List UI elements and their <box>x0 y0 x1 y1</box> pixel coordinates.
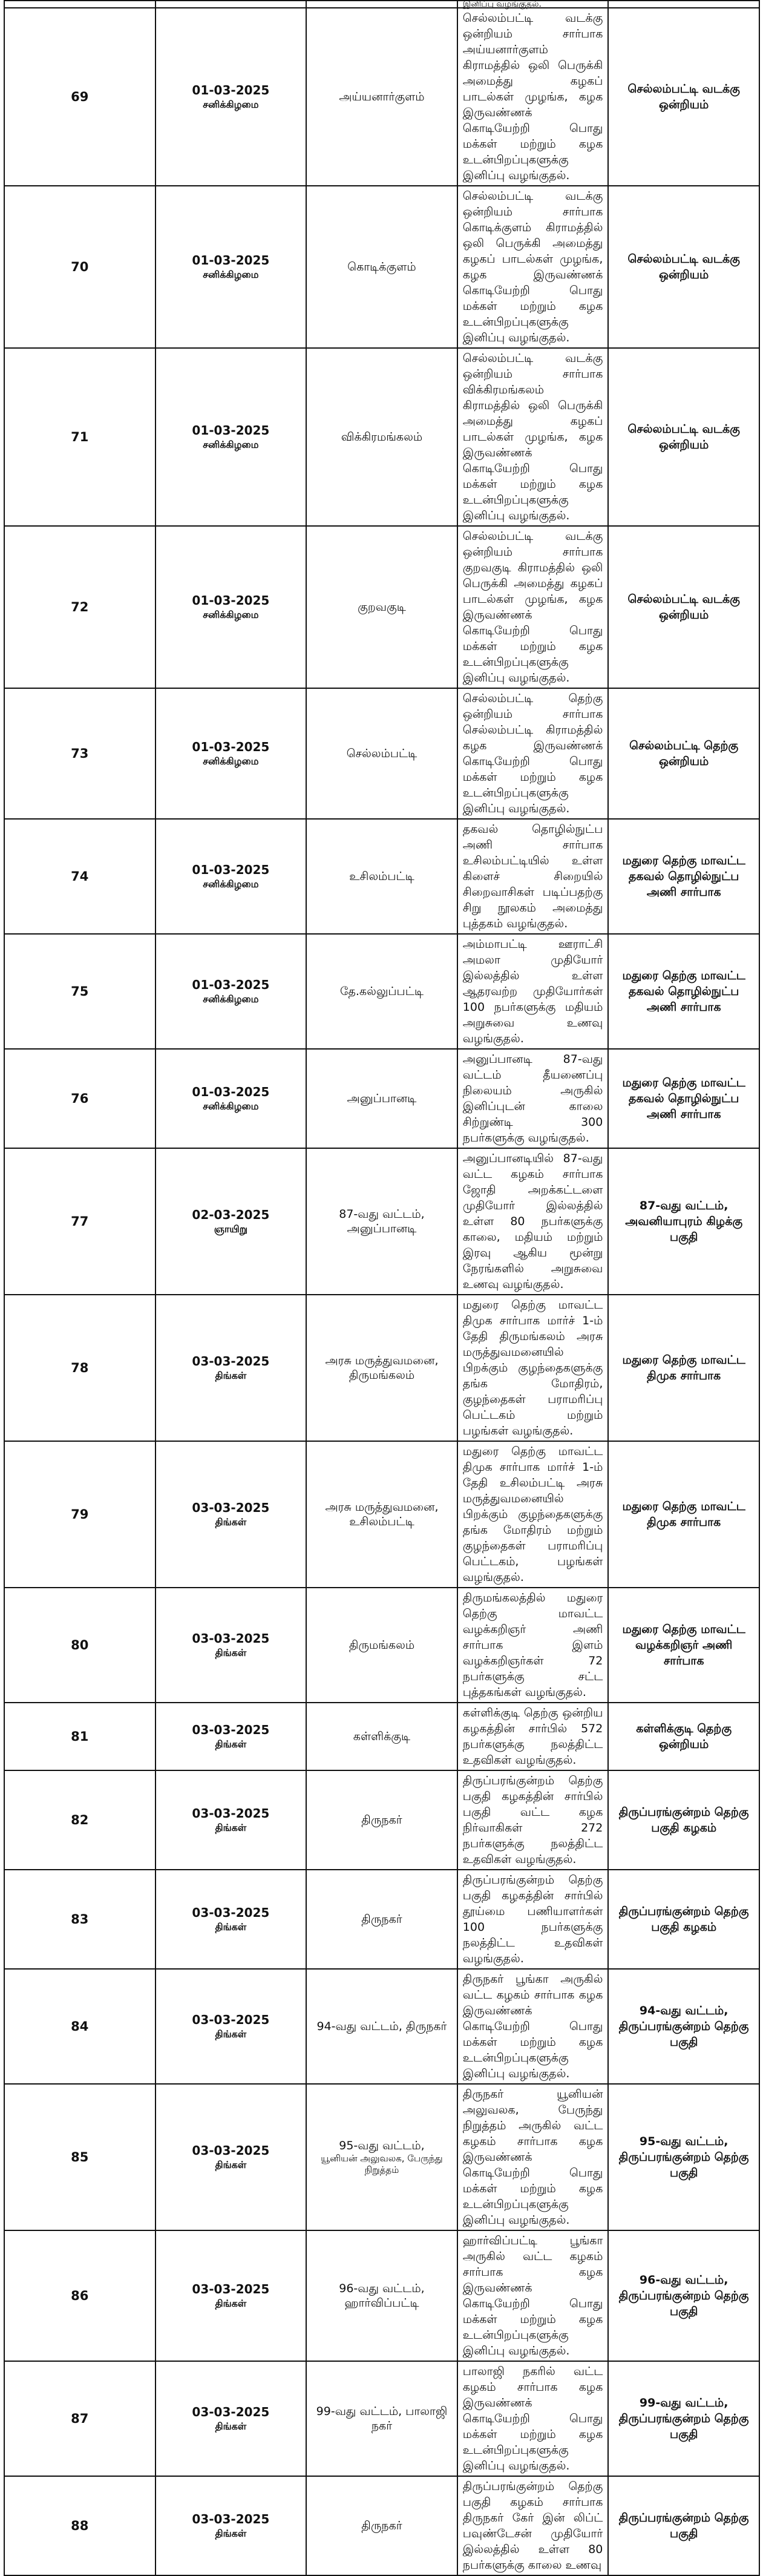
event-description: திருப்பரங்குன்றம் தெற்கு பகுதி கழகத்தின் சார்பில் பகுதி வட்ட கழக நிர்வாகிகள் 272 நபர்களுக்கு நலத்திட்ட உதவிகள் வழங்குதல். <box>457 1770 609 1870</box>
event-day: சனிக்கிழமை <box>203 609 259 620</box>
event-date: 01-03-2025 <box>192 740 270 754</box>
event-date: 03-03-2025 <box>192 2282 270 2296</box>
event-description: பாலாஜி நகரில் வட்ட கழகம் சார்பாக கழக இருவண்ணக் கொடியேற்றி பொது மக்கள் மற்றும் கழக உடன்பிறப்புகளுக்கு இனிப்பு வழங்குதல். <box>457 2361 609 2476</box>
event-day: சனிக்கிழமை <box>203 878 259 890</box>
organizer: மதுரை தெற்கு மாவட்ட தகவல் தொழில்நுட்ப அணி சார்பாக <box>608 819 759 934</box>
event-description: செல்லம்பட்டி வடக்கு ஒன்றியம் சார்பாக விக்கிரமங்கலம் கிராமத்தில் ஒலி பெருக்கி அமைத்து கழகப் பாடல்கள் முழங்க, கழக இருவண்ணக் கொடியேற்றி பொது மக்கள் மற்றும் கழக உடன்பிறப்புகளுக்கு இனிப்பு வழங்குதல். <box>457 348 609 526</box>
event-place: கள்ளிக்குடி <box>353 1730 411 1743</box>
event-place: குறவகுடி <box>358 600 406 614</box>
date-cell <box>155 2230 307 2361</box>
event-day: திங்கள் <box>215 2159 247 2170</box>
row-number: 70 <box>4 186 155 348</box>
row-number: 83 <box>4 1870 155 1969</box>
event-place: விக்கிரமங்கலம் <box>341 430 423 444</box>
organizer: செல்லம்பட்டி வடக்கு ஒன்றியம் <box>608 348 759 526</box>
table-row <box>4 1969 759 2084</box>
cell-date <box>155 1 307 8</box>
event-description: திருப்பரங்குன்றம் தெற்கு பகுதி கழகத்தின் சார்பில் தூய்மை பணியாளர்கள் 100 நபர்களுக்கு நலத்திட்ட உதவிகள் வழங்குதல். <box>457 1870 609 1969</box>
organizer: திருப்பரங்குன்றம் தெற்கு பகுதி <box>608 2476 759 2575</box>
table-row <box>4 1870 759 1969</box>
table-row <box>4 1148 759 1295</box>
event-description: அனுப்பானடியில் 87-வது வட்ட கழகம் சார்பாக ஜோதி அறக்கட்டளை முதியோர் இல்லத்தில் உள்ள 80 நபர்களுக்கு காலை, மதியம் மற்றும் இரவு ஆகிய மூன்று நேரங்களில் அறுசுவை உணவு வழங்குதல். <box>457 1148 609 1295</box>
place-cell <box>306 2084 457 2230</box>
event-day: திங்கள் <box>215 1647 247 1658</box>
event-description: செல்லம்பட்டி வடக்கு ஒன்றியம் சார்பாக அய்யனார்குளம் கிராமத்தில் ஒலி பெருக்கி அமைத்து கழகப் பாடல்கள் முழங்க, கழக இருவண்ணக் கொடியேற்றி பொது மக்கள் மற்றும் கழக உடன்பிறப்புகளுக்கு இனிப்பு வழங்குதல். <box>457 8 609 186</box>
row-number: 88 <box>4 2476 155 2575</box>
row-number: 73 <box>4 688 155 819</box>
event-place: அய்யனார்குளம் <box>339 90 425 104</box>
place-cell <box>306 1703 457 1770</box>
place-cell <box>306 1870 457 1969</box>
event-date: 03-03-2025 <box>192 2012 270 2027</box>
table-row <box>4 8 759 186</box>
table-row <box>4 1295 759 1441</box>
event-date: 03-03-2025 <box>192 2143 270 2158</box>
event-day: ஞாயிறு <box>214 1223 248 1235</box>
place-cell <box>306 186 457 348</box>
place-cell <box>306 2230 457 2361</box>
table-row <box>4 186 759 348</box>
event-description: மதுரை தெற்கு மாவட்ட திமுக சார்பாக மார்ச் 1-ம் தேதி திருமங்கலம் அரசு மருத்துவமனையில் பிறக்கும் குழந்தைகளுக்கு தங்க மோதிரம், குழந்தைகள் பராமரிப்பு பெட்டகம் மற்றும் பழங்கள் வழங்குதல். <box>457 1295 609 1441</box>
event-place: அரசு மருத்துவமனை, உசிலம்பட்டி <box>325 1500 439 1528</box>
place-cell <box>306 934 457 1049</box>
event-date: 03-03-2025 <box>192 1806 270 1821</box>
event-description: அனுப்பானடி 87-வது வட்டம் தீயணைப்பு நிலையம் அருகில் இனிப்புடன் காலை சிற்றுண்டி 300 நபர்களுக்கு வழங்குதல். <box>457 1049 609 1148</box>
event-description: திருநகர் யூனியன் அலுவலக, பேருந்து நிறுத்தம் அருகில் வட்ட கழகம் சார்பாக கழக இருவண்ணக் கொடியேற்றி பொது மக்கள் மற்றும் கழக உடன்பிறப்புகளுக்கு இனிப்பு வழங்குதல். <box>457 2084 609 2230</box>
row-number: 80 <box>4 1588 155 1703</box>
date-cell <box>155 819 307 934</box>
row-number: 81 <box>4 1703 155 1770</box>
event-description: கள்ளிக்குடி தெற்கு ஒன்றிய கழகத்தின் சார்பில் 572 நபர்களுக்கு நலத்திட்ட உதவிகள் வழங்குதல். <box>457 1703 609 1770</box>
event-place: அரசு மருத்துவமனை, திருமங்கலம் <box>325 1354 439 1382</box>
event-date: 03-03-2025 <box>192 1723 270 1737</box>
event-date: 03-03-2025 <box>192 1631 270 1646</box>
event-day: சனிக்கிழமை <box>203 1100 259 1112</box>
event-description: அம்மாபட்டி ஊராட்சி அமலா முதியோர் இல்லத்தில் உள்ள ஆதரவற்ற முதியோர்கள் 100 நபர்களுக்கு மதியம் அறுசுவை உணவு வழங்குதல். <box>457 934 609 1049</box>
event-place: தே.கல்லுப்பட்டி <box>340 985 424 998</box>
row-number: 79 <box>4 1441 155 1588</box>
date-cell <box>155 2084 307 2230</box>
place-cell <box>306 2476 457 2575</box>
row-number: 77 <box>4 1148 155 1295</box>
event-place: அனுப்பானடி <box>347 1092 417 1105</box>
place-cell <box>306 1148 457 1295</box>
table-row <box>4 526 759 688</box>
organizer: திருப்பரங்குன்றம் தெற்கு பகுதி கழகம் <box>608 1870 759 1969</box>
organizer: 96-வது வட்டம், திருப்பரங்குன்றம் தெற்கு பகுதி <box>608 2230 759 2361</box>
date-cell <box>155 8 307 186</box>
event-day: சனிக்கிழமை <box>203 993 259 1005</box>
date-cell <box>155 1049 307 1148</box>
table-row <box>4 1049 759 1148</box>
date-cell <box>155 348 307 526</box>
event-description: திருமங்கலத்தில் மதுரை தெற்கு மாவட்ட வழக்கறிஞர் அணி சார்பாக இளம் வழக்கறிஞர்கள் 72 நபர்களுக்கு சட்ட புத்தகங்கள் வழங்குதல். <box>457 1588 609 1703</box>
place-cell <box>306 348 457 526</box>
table-row <box>4 934 759 1049</box>
event-day: திங்கள் <box>215 1738 247 1750</box>
organizer: 95-வது வட்டம், திருப்பரங்குன்றம் தெற்கு பகுதி <box>608 2084 759 2230</box>
cell-org <box>608 1 759 8</box>
date-cell <box>155 688 307 819</box>
date-cell <box>155 1770 307 1870</box>
place-cell <box>306 1441 457 1588</box>
cell-num <box>4 1 155 8</box>
event-date: 03-03-2025 <box>192 2512 270 2526</box>
event-date: 01-03-2025 <box>192 978 270 992</box>
event-place: 87-வது வட்டம், அனுப்பானடி <box>339 1208 425 1235</box>
row-number: 82 <box>4 1770 155 1870</box>
organizer: செல்லம்பட்டி வடக்கு ஒன்றியம் <box>608 8 759 186</box>
date-cell <box>155 1148 307 1295</box>
date-cell <box>155 1870 307 1969</box>
date-cell <box>155 1295 307 1441</box>
event-place: 95-வது வட்டம், <box>339 2139 425 2152</box>
organizer: மதுரை தெற்கு மாவட்ட தகவல் தொழில்நுட்ப அணி சார்பாக <box>608 934 759 1049</box>
event-place: திருநகர் <box>361 2519 402 2532</box>
date-cell <box>155 934 307 1049</box>
row-number: 78 <box>4 1295 155 1441</box>
table-row <box>4 1588 759 1703</box>
row-number: 72 <box>4 526 155 688</box>
event-day: சனிக்கிழமை <box>203 755 259 767</box>
event-date: 03-03-2025 <box>192 1354 270 1368</box>
event-place: கொடிக்குளம் <box>347 260 416 274</box>
event-day: திங்கள் <box>215 1822 247 1833</box>
place-cell <box>306 819 457 934</box>
event-place: திருமங்கலம் <box>349 1638 415 1652</box>
table-row <box>4 1703 759 1770</box>
event-day: திங்கள் <box>215 1370 247 1381</box>
event-day: சனிக்கிழமை <box>203 269 259 280</box>
place-cell <box>306 1588 457 1703</box>
organizer: 99-வது வட்டம், திருப்பரங்குன்றம் தெற்கு பகுதி <box>608 2361 759 2476</box>
event-place: 99-வது வட்டம், பாலாஜி நகர் <box>316 2405 448 2433</box>
place-cell <box>306 688 457 819</box>
event-date: 01-03-2025 <box>192 83 270 97</box>
date-cell <box>155 186 307 348</box>
organizer: கள்ளிக்குடி தெற்கு ஒன்றியம் <box>608 1703 759 1770</box>
table-row <box>4 1770 759 1870</box>
event-date: 03-03-2025 <box>192 1500 270 1515</box>
organizer: மதுரை தெற்கு மாவட்ட தகவல் தொழில்நுட்ப அணி சார்பாக <box>608 1049 759 1148</box>
table-row <box>4 348 759 526</box>
row-number: 69 <box>4 8 155 186</box>
row-number: 74 <box>4 819 155 934</box>
place-cell <box>306 1295 457 1441</box>
date-cell <box>155 2361 307 2476</box>
row-number: 76 <box>4 1049 155 1148</box>
place-cell <box>306 1049 457 1148</box>
events-table <box>4 0 760 2576</box>
organizer: மதுரை தெற்கு மாவட்ட திமுக சார்பாக <box>608 1441 759 1588</box>
row-number: 84 <box>4 1969 155 2084</box>
event-description: மதுரை தெற்கு மாவட்ட திமுக சார்பாக மார்ச் 1-ம் தேதி உசிலம்பட்டி அரசு மருத்துவமனையில் பிறக்கும் குழந்தைகளுக்கு தங்க மோதிரம் மற்றும் குழந்தைகள் பராமரிப்பு பெட்டகம், பழங்கள் வழங்குதல். <box>457 1441 609 1588</box>
event-day: திங்கள் <box>215 2420 247 2432</box>
organizer: திருப்பரங்குன்றம் தெற்கு பகுதி கழகம் <box>608 1770 759 1870</box>
event-day: திங்கள் <box>215 2528 247 2539</box>
organizer: மதுரை தெற்கு மாவட்ட வழக்கறிஞர் அணி சார்பாக <box>608 1588 759 1703</box>
organizer: செல்லம்பட்டி வடக்கு ஒன்றியம் <box>608 526 759 688</box>
place-cell <box>306 1770 457 1870</box>
place-cell <box>306 2361 457 2476</box>
cell-desc-fragment: இனிப்பு வழங்குதல். <box>457 1 609 8</box>
event-date: 01-03-2025 <box>192 423 270 438</box>
event-day: திங்கள் <box>215 1516 247 1528</box>
table-row <box>4 688 759 819</box>
organizer: செல்லம்பட்டி வடக்கு ஒன்றியம் <box>608 186 759 348</box>
event-date: 01-03-2025 <box>192 862 270 877</box>
place-cell <box>306 8 457 186</box>
row-number: 71 <box>4 348 155 526</box>
table-row <box>4 1441 759 1588</box>
event-description: திருப்பரங்குன்றம் தெற்கு பகுதி கழகம் சார்பாக திருநகர் கேர் இன் லிப்ட் பவுண்டேசன் முதியோர் இல்லத்தில் உள்ள 80 நபர்களுக்கு காலை உணவு <box>457 2476 609 2575</box>
event-day: திங்கள் <box>215 2028 247 2040</box>
date-cell <box>155 1588 307 1703</box>
event-date: 02-03-2025 <box>192 1208 270 1222</box>
event-place: 94-வது வட்டம், திருநகர் <box>316 2020 447 2033</box>
event-description: தகவல் தொழில்நுட்ப அணி சார்பாக உசிலம்பட்டியில் உள்ள கிளைச் சிறையில் சிறைவாசிகள் படிப்பதற்கு சிறு நூலகம் அமைத்து புத்தகம் வழங்குதல். <box>457 819 609 934</box>
event-date: 01-03-2025 <box>192 1085 270 1099</box>
event-date: 03-03-2025 <box>192 1905 270 1920</box>
event-place: செல்லம்பட்டி <box>346 747 417 760</box>
table-row <box>4 2230 759 2361</box>
document-page <box>4 0 760 2572</box>
event-description: செல்லம்பட்டி வடக்கு ஒன்றியம் சார்பாக குறவகுடி கிராமத்தில் ஒலி பெருக்கி அமைத்து கழகப் பாடல்கள் முழங்க, கழக இருவண்ணக் கொடியேற்றி பொது மக்கள் மற்றும் கழக உடன்பிறப்புகளுக்கு இனிப்பு வழங்குதல். <box>457 526 609 688</box>
row-number: 86 <box>4 2230 155 2361</box>
table-row <box>4 2361 759 2476</box>
date-cell <box>155 526 307 688</box>
organizer: 87-வது வட்டம், அவனியாபுரம் கிழக்கு பகுதி <box>608 1148 759 1295</box>
organizer: 94-வது வட்டம், திருப்பரங்குன்றம் தெற்கு பகுதி <box>608 1969 759 2084</box>
event-place: திருநகர் <box>361 1813 402 1827</box>
date-cell <box>155 1441 307 1588</box>
place-cell <box>306 526 457 688</box>
table-row-fragment <box>4 1 759 8</box>
row-number: 87 <box>4 2361 155 2476</box>
organizer: மதுரை தெற்கு மாவட்ட திமுக சார்பாக <box>608 1295 759 1441</box>
event-description: செல்லம்பட்டி வடக்கு ஒன்றியம் சார்பாக கொடிக்குளம் கிராமத்தில் ஒலி பெருக்கி அமைத்து கழகப் பாடல்கள் முழங்க, கழக இருவண்ணக் கொடியேற்றி பொது மக்கள் மற்றும் கழக உடன்பிறப்புகளுக்கு இனிப்பு வழங்குதல். <box>457 186 609 348</box>
table-row <box>4 819 759 934</box>
table-row <box>4 2476 759 2575</box>
event-date: 01-03-2025 <box>192 593 270 608</box>
date-cell <box>155 2476 307 2575</box>
event-description: திருநகர் பூங்கா அருகில் வட்ட கழகம் சார்பாக கழக இருவண்ணக் கொடியேற்றி பொது மக்கள் மற்றும் கழக உடன்பிறப்புகளுக்கு இனிப்பு வழங்குதல். <box>457 1969 609 2084</box>
event-day: சனிக்கிழமை <box>203 439 259 450</box>
event-description: ஹார்விப்பட்டி பூங்கா அருகில் வட்ட கழகம் சார்பாக கழக இருவண்ணக் கொடியேற்றி பொது மக்கள் மற்றும் கழக உடன்பிறப்புகளுக்கு இனிப்பு வழங்குதல். <box>457 2230 609 2361</box>
event-day: திங்கள் <box>215 2298 247 2309</box>
place-cell <box>306 1969 457 2084</box>
event-place: திருநகர் <box>361 1913 402 1926</box>
event-day: சனிக்கிழமை <box>203 99 259 110</box>
event-date: 03-03-2025 <box>192 2405 270 2419</box>
event-day: திங்கள் <box>215 1921 247 1933</box>
date-cell <box>155 1703 307 1770</box>
organizer: செல்லம்பட்டி தெற்கு ஒன்றியம் <box>608 688 759 819</box>
row-number: 75 <box>4 934 155 1049</box>
event-description: செல்லம்பட்டி தெற்கு ஒன்றியம் சார்பாக செல்லம்பட்டி கிராமத்தில் கழக இருவண்ணக் கொடியேற்றி பொது மக்கள் மற்றும் கழக உடன்பிறப்புகளுக்கு இனிப்பு வழங்குதல். <box>457 688 609 819</box>
event-place: 96-வது வட்டம், ஹார்விப்பட்டி <box>339 2282 425 2310</box>
event-date: 01-03-2025 <box>192 253 270 268</box>
table-row <box>4 2084 759 2230</box>
event-place-detail: யூனியன் அலுவலக, பேருந்து நிறுத்தம் <box>321 2153 443 2175</box>
event-place: உசிலம்பட்டி <box>349 870 414 883</box>
row-number: 85 <box>4 2084 155 2230</box>
cell-place <box>306 1 457 8</box>
date-cell <box>155 1969 307 2084</box>
